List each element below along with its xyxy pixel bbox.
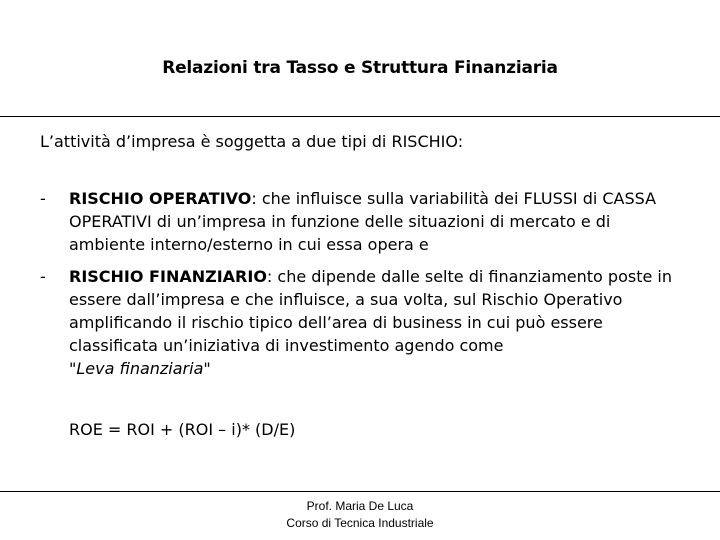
- footer-author: Prof. Maria De Luca: [306, 499, 414, 513]
- bullet-marker: -: [40, 189, 46, 208]
- title-divider: [0, 116, 720, 117]
- footer-course: Corso di Tecnica Industriale: [286, 516, 434, 530]
- slide-title: Relazioni tra Tasso e Struttura Finanziaria: [162, 58, 558, 78]
- bullet-term: RISCHIO FINANZIARIO: [69, 267, 267, 286]
- bullet-description: : che influisce sulla variabilità dei FLUSSI di CASSA OPERATIVI di un’impresa in funzione delle situazioni di mercato e di ambiente interno/esterno in cui essa opera e: [69, 189, 657, 254]
- bullet-description: : che dipende dalle selte di finanziamento poste in essere dall’impresa e che influisce, a sua volta, sul Rischio Operativo amplificando il rischio tipico dell’area di business in cui può essere classificata un’iniziativa di investimento agendo come: [69, 267, 672, 355]
- bullet-financial-risk: [40, 265, 690, 380]
- bullet-operating-risk: [40, 187, 690, 256]
- footer-divider: [0, 491, 720, 492]
- bullet-text: [69, 265, 690, 380]
- intro-text: L’attività d’impresa è soggetta a due tipi di RISCHIO:: [40, 132, 464, 151]
- leva-finanziaria-emphasis: "Leva finanziaria": [69, 359, 211, 378]
- bullet-text: [69, 187, 690, 256]
- bullet-term: RISCHIO OPERATIVO: [69, 189, 252, 208]
- bullet-marker: -: [40, 267, 46, 286]
- footer: [0, 498, 720, 532]
- roe-formula: ROE = ROI + (ROI – i)* (D/E): [69, 420, 296, 439]
